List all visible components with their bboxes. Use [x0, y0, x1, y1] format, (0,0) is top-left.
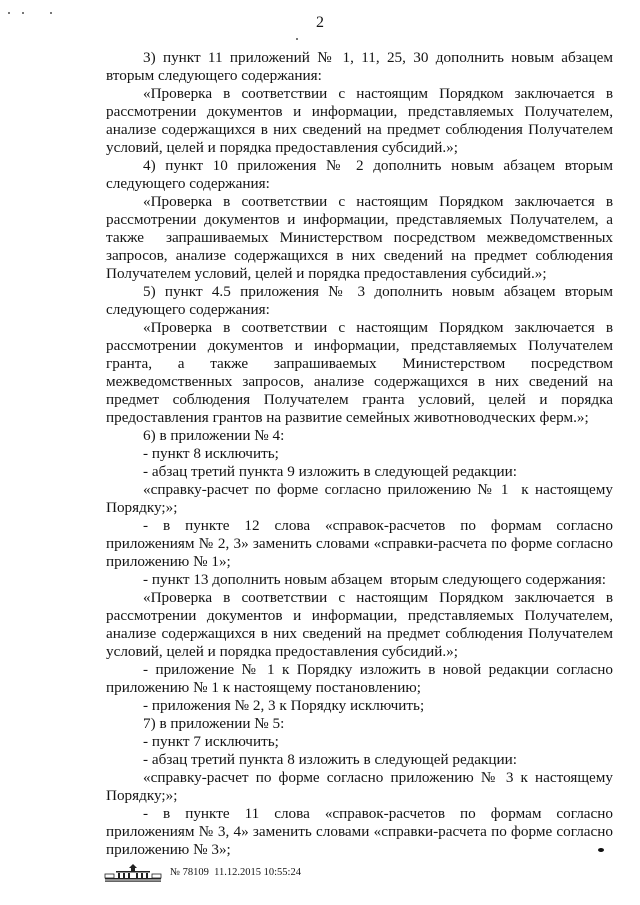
paragraph: 7) в приложении № 5:	[143, 715, 285, 732]
paragraph: «Проверка в соответствии с настоящим Порядком заключается в рассмотрении документов и информации, представляемых Получателем, анализе содержащихся в них сведений на предмет соблюдения Получателем условий, целей и порядка предоставления субсидий.»;	[106, 85, 617, 156]
paragraph: «Проверка в соответствии с настоящим Порядком заключается в рассмотрении документов и информации, представляемых Получателем, а также запрашиваемых Министерством посредством межведомственных запросов, анализе содержащихся в них сведений на предмет соблюдения Получателем условий, целей и порядка предоставления субсидий.»;	[106, 193, 617, 282]
paragraph: «Проверка в соответствии с настоящим Порядком заключается в рассмотрении документов и информации, представляемых Получателем гранта, а также запрашиваемых Министерством посредством межведомственных запросов, анализе содержащихся в них сведений на предмет соблюдения Получателем гранта условий, целей и порядка предоставления грантов на развитие семейных животноводческих ферм.»;	[106, 319, 617, 426]
paragraph: 5) пункт 4.5 приложения № 3 дополнить новым абзацем вторым следующего содержания:	[106, 283, 617, 318]
registration-stamp	[104, 861, 301, 883]
paragraph: - в пункте 12 слова «справок-расчетов по формам согласно приложениям № 2, 3» заменить словами «справки-расчета по форме согласно приложению № 1»;	[106, 517, 617, 570]
paragraph: «справку-расчет по форме согласно приложению № 1 к настоящему Порядку;»;	[106, 481, 617, 516]
paragraph: «Проверка в соответствии с настоящим Порядком заключается в рассмотрении документов и информации, представляемых Получателем, анализе содержащихся в них сведений на предмет соблюдения Получателем условий, целей и порядка предоставления субсидий.»;	[106, 589, 617, 660]
ink-mark	[598, 848, 604, 852]
page-number: 2	[316, 14, 324, 31]
paragraph: «справку-расчет по форме согласно приложению № 3 к настоящему Порядку;»;	[106, 769, 617, 804]
document-body	[106, 49, 617, 859]
paragraph: 4) пункт 10 приложения № 2 дополнить новым абзацем вторым следующего содержания:	[106, 157, 617, 192]
stamp-text: № 78109 11.12.2015 10:55:24	[170, 866, 301, 878]
paragraph: - пункт 7 исключить;	[143, 733, 279, 750]
building-logo-icon	[104, 862, 162, 882]
paragraph: - приложения № 2, 3 к Порядку исключить;	[143, 697, 425, 714]
paragraph: - пункт 8 исключить;	[143, 445, 279, 462]
paragraph: - пункт 13 дополнить новым абзацем вторым следующего содержания:	[143, 571, 607, 588]
paragraph: 3) пункт 11 приложений № 1, 11, 25, 30 дополнить новым абзацем вторым следующего содержания:	[106, 49, 617, 84]
paragraph: 6) в приложении № 4:	[143, 427, 285, 444]
scan-speck	[296, 38, 298, 40]
paragraph: - в пункте 11 слова «справок-расчетов по формам согласно приложениям № 3, 4» заменить словами «справки-расчета по форме согласно приложению № 3»;	[106, 805, 617, 858]
paragraph: - абзац третий пункта 9 изложить в следующей редакции:	[143, 463, 517, 480]
paragraph: - абзац третий пункта 8 изложить в следующей редакции:	[143, 751, 517, 768]
paragraph: - приложение № 1 к Порядку изложить в новой редакции согласно приложению № 1 к настоящему постановлению;	[106, 661, 617, 696]
